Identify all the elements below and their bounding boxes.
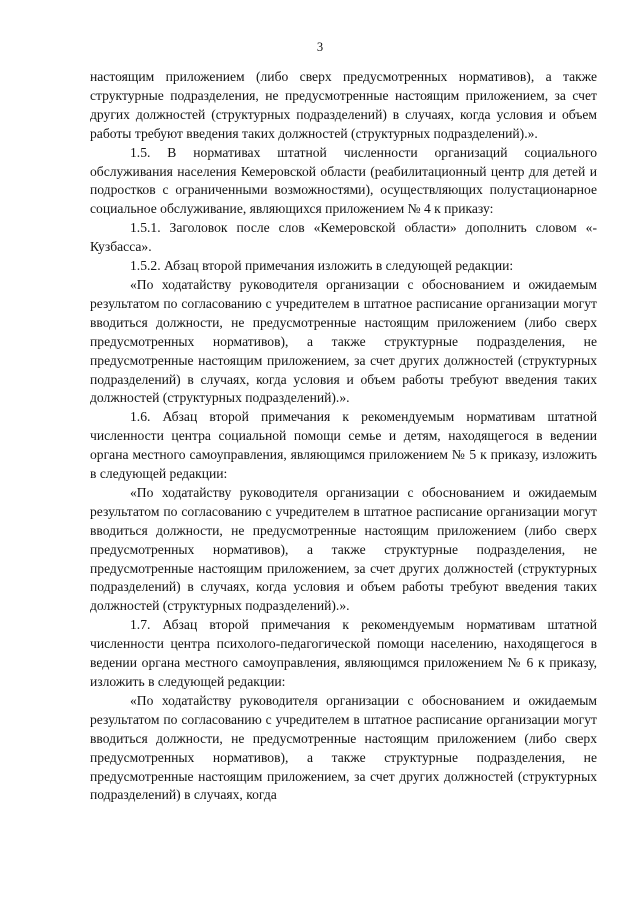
paragraph: «По ходатайству руководителя организации с обоснованием и ожидаемым результатом по согласованию с учредителем в штатное расписание организации могут вводиться должности, не предусмотренные настоящим приложением (либо сверх предусмотренных нормативов), а также структурные подразделения, не предусмотренные настоящим приложением, за счет других должностей (структурных подразделений) в случаях, когда условия и объем работы требуют введения таких должностей (структурных подразделений).».	[90, 484, 597, 614]
paragraph: 1.7. Абзац второй примечания к рекомендуемым нормативам штатной численности центра психолого-педагогической помощи населению, находящегося в ведении органа местного самоуправления, являющимся приложением № 6 к приказу, изложить в следующей редакции:	[90, 617, 597, 689]
page-number: 3	[316, 40, 324, 54]
paragraph: 1.5. В нормативах штатной численности организаций социального обслуживания населения Кемеровской области (реабилитационный центр для детей и подростков с ограниченными возможностями), осуществляющих полустационарное социальное обслуживание, являющихся приложением № 4 к приказу:	[90, 144, 597, 217]
paragraph: 1.5.1. Заголовок после слов «Кемеровской области» дополнить словом «- Кузбасса».	[90, 220, 597, 255]
paragraph: «По ходатайству руководителя организации с обоснованием и ожидаемым результатом по согласованию с учредителем в штатное расписание организации могут вводиться должности, не предусмотренные настоящим приложением (либо сверх предусмотренных нормативов), а также структурные подразделения, не предусмотренные настоящим приложением, за счет других должностей (структурных подразделений) в случаях, когда	[90, 692, 597, 803]
paragraph: настоящим приложением (либо сверх предусмотренных нормативов), а также структурные подразделения, не предусмотренные настоящим приложением, за счет других должностей (структурных подразделений) в случаях, когда условия и объем работы требуют введения таких должностей (структурных подразделений).».	[90, 69, 597, 141]
paragraph: «По ходатайству руководителя организации с обоснованием и ожидаемым результатом по согласованию с учредителем в штатное расписание организации могут вводиться должности, не предусмотренные настоящим приложением (либо сверх предусмотренных нормативов), а также структурные подразделения, не предусмотренные настоящим приложением, за счет других должностей (структурных подразделений) в случаях, когда условия и объем работы требуют введения таких должностей (структурных подразделений).».	[90, 276, 597, 406]
paragraph: 1.6. Абзац второй примечания к рекомендуемым нормативам штатной численности центра социальной помощи семье и детям, находящегося в ведении органа местного самоуправления, являющимся приложением № 5 к приказу, изложить в следующей редакции:	[90, 409, 597, 482]
paragraph: 1.5.2. Абзац второй примечания изложить в следующей редакции:	[130, 258, 514, 274]
document-body	[90, 68, 597, 805]
